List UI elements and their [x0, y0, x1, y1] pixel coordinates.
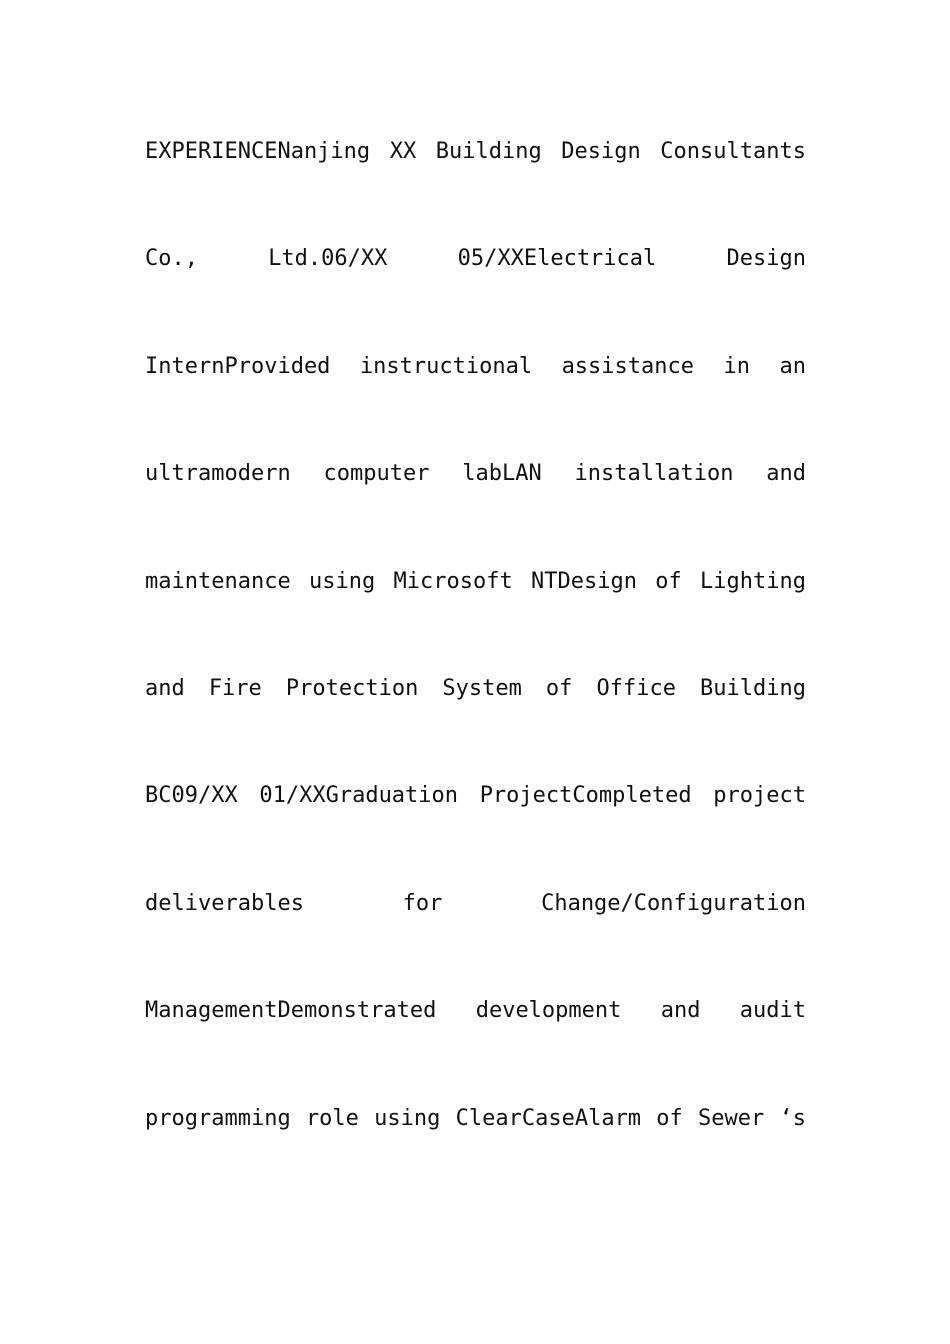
text-line: [145, 241, 806, 348]
word: 05/XXElectrical: [457, 246, 657, 272]
word: using: [308, 568, 376, 594]
word: Consultants: [660, 139, 806, 164]
word: Lighting: [700, 568, 806, 594]
word: BC09/XX: [145, 783, 238, 809]
text-line: [145, 886, 806, 993]
word: using: [374, 1105, 441, 1131]
word: an: [779, 353, 806, 379]
word: installation: [574, 461, 734, 487]
word: ManagementDemonstrated: [145, 998, 437, 1024]
word: and: [145, 675, 185, 701]
text-line: [145, 456, 806, 563]
word: project: [713, 783, 806, 809]
body-text: [145, 134, 806, 1208]
word: Design: [561, 139, 641, 164]
word: 01/XXGraduation: [259, 783, 459, 809]
word: Fire: [208, 675, 262, 701]
word: Microsoft: [393, 568, 513, 594]
word: deliverables: [145, 890, 304, 916]
word: NTDesign: [531, 568, 637, 594]
word: in: [723, 353, 750, 379]
text-line: [145, 778, 806, 885]
text-line: [145, 1101, 806, 1208]
word: of: [545, 675, 573, 701]
word: Change/Configuration: [541, 890, 806, 916]
word: of: [656, 1105, 683, 1131]
word: System: [442, 675, 522, 701]
word: EXPERIENCENanjing: [145, 139, 371, 164]
text-line: [145, 993, 806, 1100]
word: ProjectCompleted: [479, 783, 692, 809]
text-line: [145, 349, 806, 456]
text-line: [145, 564, 806, 671]
word: XX: [389, 139, 417, 164]
word: maintenance: [145, 568, 291, 594]
word: programming: [145, 1105, 291, 1131]
word: assistance: [561, 353, 695, 379]
word: role: [305, 1105, 359, 1131]
word: Ltd.06/XX: [268, 246, 388, 272]
word: Protection: [285, 675, 419, 701]
word: Building: [700, 675, 806, 701]
word: for: [402, 890, 443, 916]
word: labLAN: [462, 461, 542, 487]
word: and: [660, 998, 701, 1024]
text-line: [145, 671, 806, 778]
word: Building: [435, 139, 542, 164]
word: InternProvided: [145, 353, 331, 379]
word: computer: [323, 461, 430, 487]
word: Sewer: [698, 1105, 765, 1131]
word: development: [475, 998, 622, 1024]
word: Design: [726, 246, 806, 272]
text-line: [145, 134, 806, 241]
word: and: [766, 461, 806, 487]
word: Office: [596, 675, 676, 701]
word: of: [655, 568, 682, 594]
word: audit: [739, 998, 806, 1024]
word: Co.,: [145, 246, 198, 272]
word: ‘s: [779, 1105, 806, 1131]
word: instructional: [359, 353, 533, 379]
word: ultramodern: [145, 461, 291, 487]
word: ClearCaseAlarm: [455, 1105, 642, 1131]
